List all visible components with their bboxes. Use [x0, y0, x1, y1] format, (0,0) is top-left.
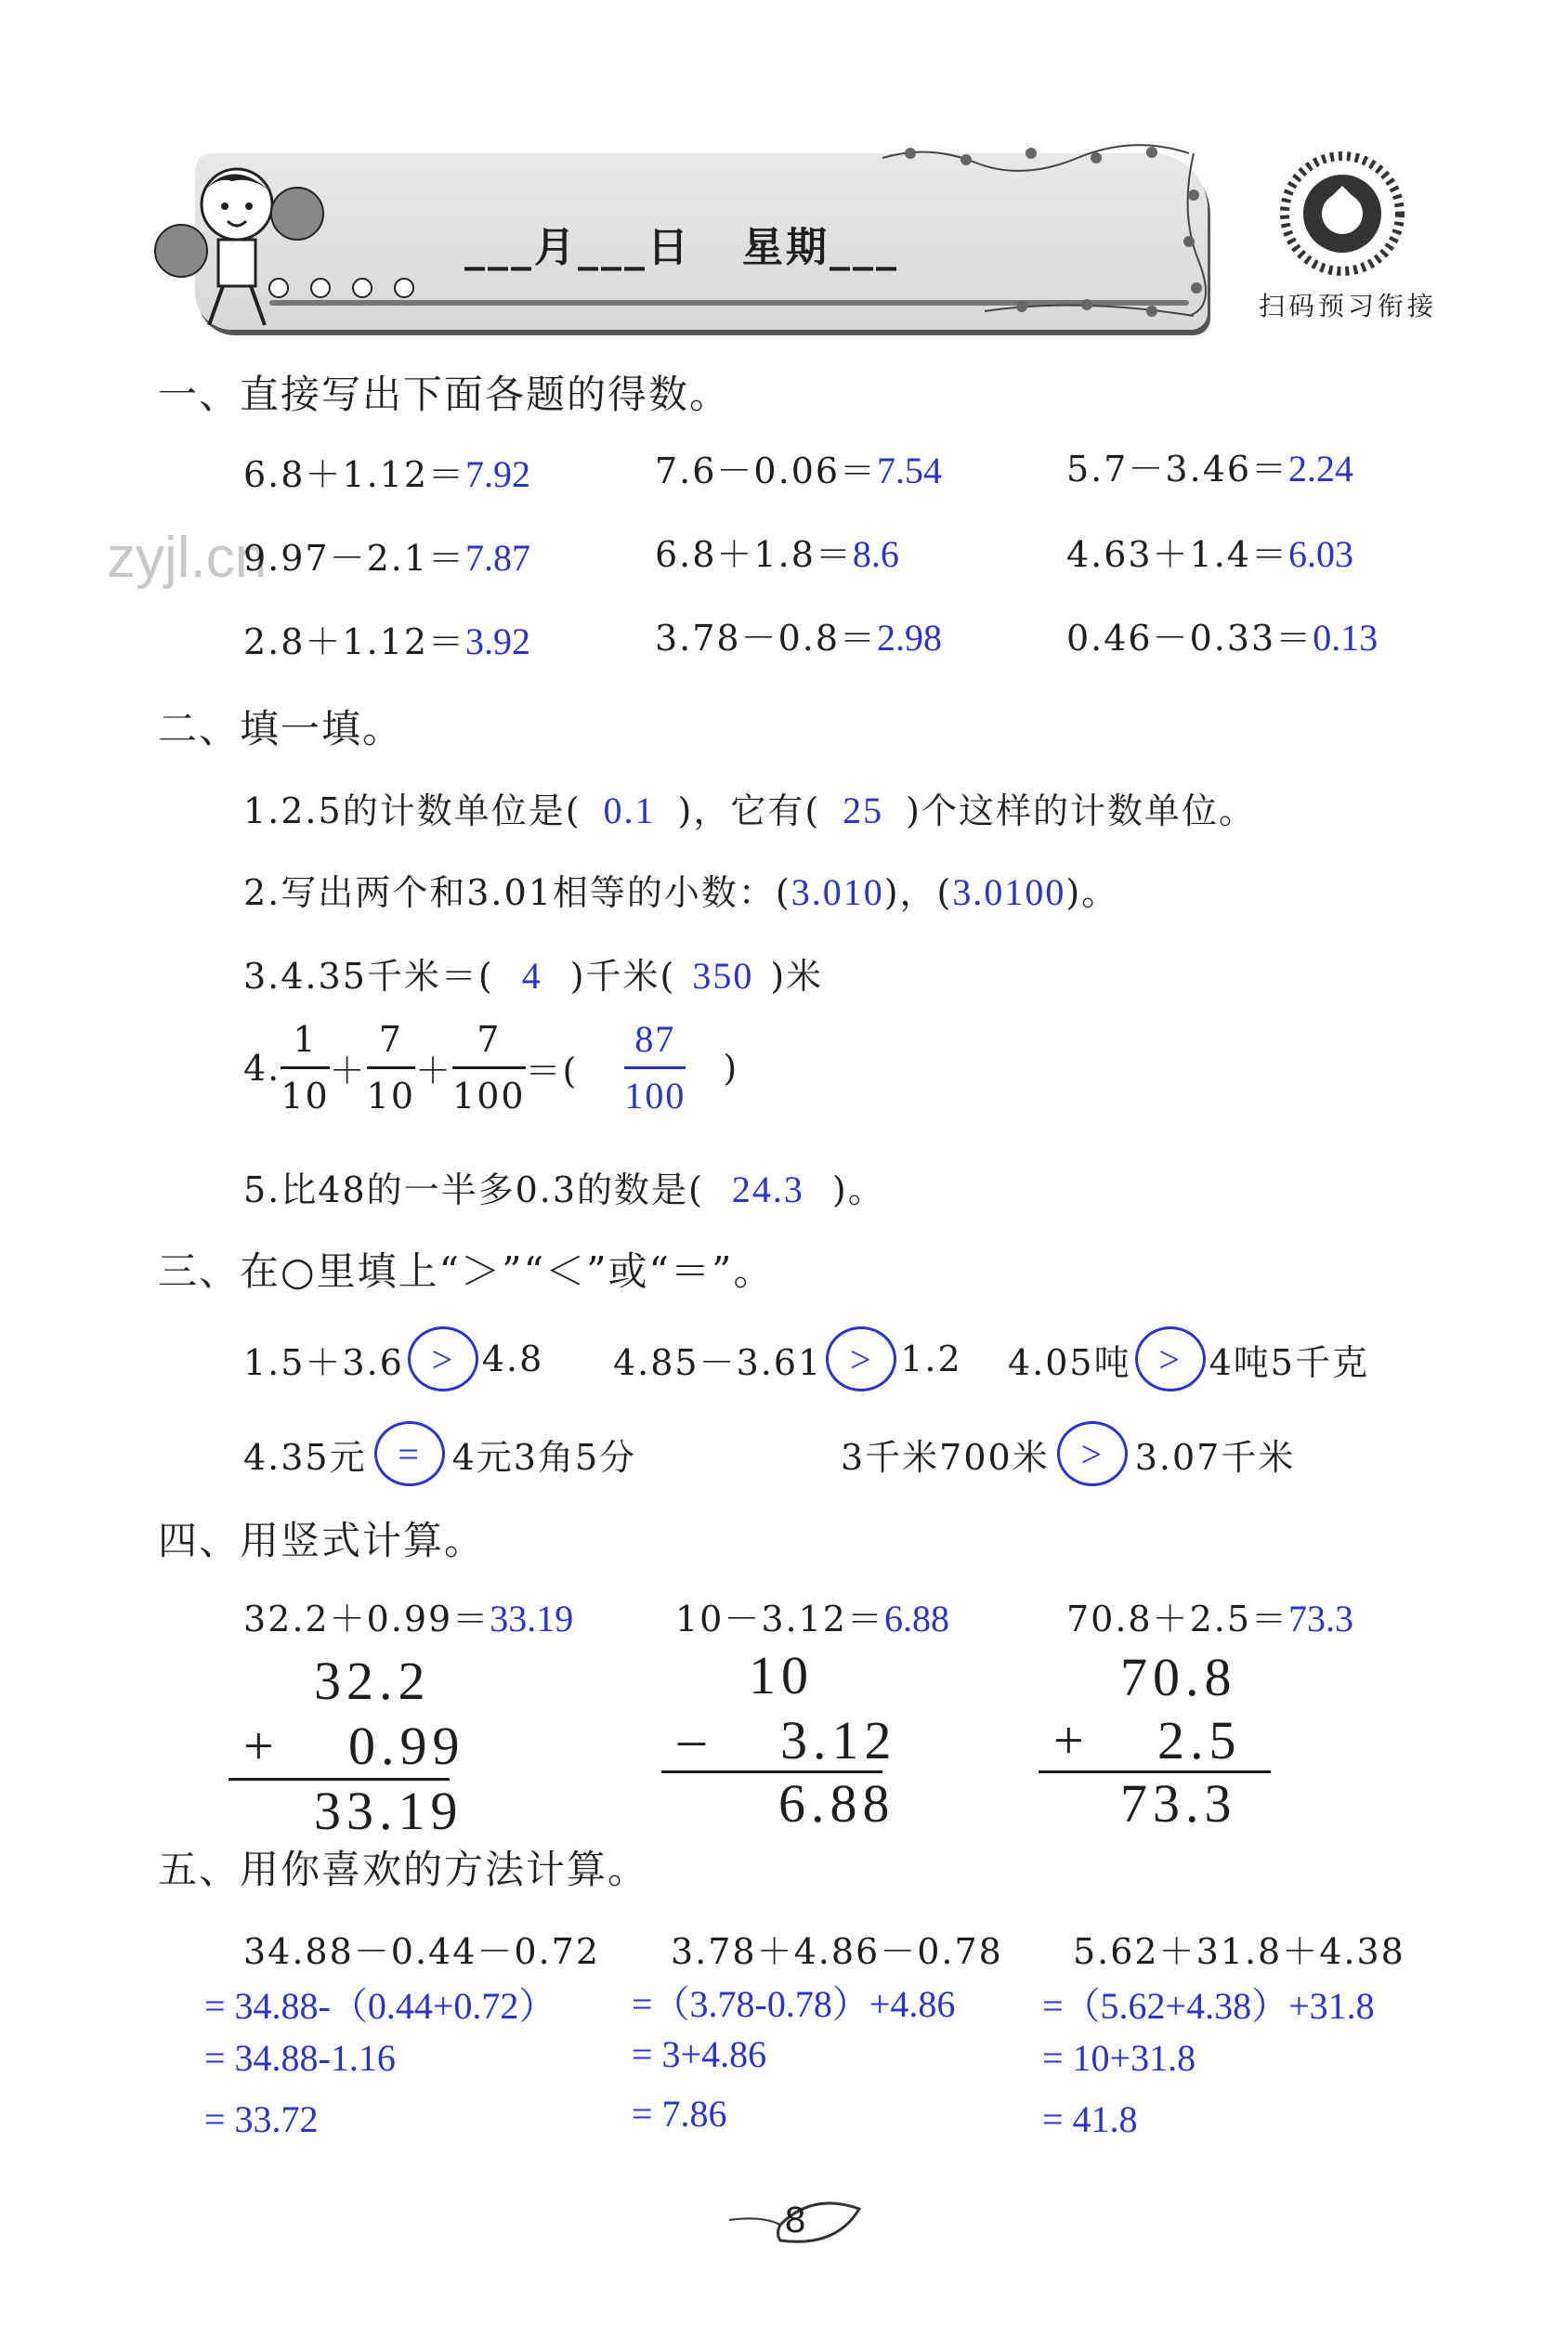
- qr-caption: 扫码预习衔接: [1259, 291, 1438, 321]
- vertical-result: 33.19: [314, 1781, 464, 1841]
- s1-item: 2.8＋1.12＝3.92: [243, 620, 531, 662]
- s4-equation: 10－3.12＝6.88: [675, 1598, 949, 1639]
- s1-item: 3.78－0.8＝2.98: [655, 617, 943, 659]
- flower-decoration-icon: [260, 269, 427, 316]
- s2-problem-4: 4. $\frac{1}{10}$ ＋ $\frac{7}{10}$ ＋ $\frac{7}{100}$ ＝( $\frac{87}{100}$ ): [243, 1012, 738, 1123]
- section5-title: 五、用你喜欢的方法计算。: [158, 1847, 649, 1892]
- fraction: $\frac{1}{10}$: [281, 1019, 330, 1117]
- s5-step: = 10+31.8: [1042, 2037, 1196, 2079]
- s2-problem-2: 2.写出两个和3.01相等的小数：(3.010)，(3.0100)。: [243, 871, 1119, 913]
- s1-item: 4.63＋1.4＝6.03: [1066, 533, 1354, 575]
- s3-compare-item: 1.5＋3.6 > 4.8: [243, 1326, 543, 1391]
- s4-equation: 32.2＋0.99＝33.19: [243, 1598, 574, 1639]
- s5-step: = 34.88-1.16: [204, 2037, 396, 2079]
- s5-problem: 34.88－0.44－0.72: [243, 1931, 601, 1972]
- s5-step: = 3+4.86: [632, 2033, 767, 2075]
- s5-step: =（3.78-0.78）+4.86: [632, 1983, 956, 2025]
- page-number: 8: [785, 2200, 806, 2240]
- section4-title: 四、用竖式计算。: [158, 1518, 486, 1563]
- fraction-answer: $\frac{87}{100}$: [624, 1018, 686, 1117]
- s2-problem-3: 3.4.35千米＝( 4 )千米( 350 )米: [243, 955, 824, 997]
- s3-compare-item: 4.05吨 > 4吨5千克: [1008, 1326, 1369, 1391]
- s2-problem-1: 1.2.5的计数单位是( 0.1 )，它有( 25 )个这样的计数单位。: [243, 790, 1256, 831]
- vertical-operator: +: [1053, 1710, 1090, 1770]
- s1-item: 0.46－0.33＝0.13: [1066, 617, 1379, 659]
- s3-compare-item: 3千米700米 > 3.07千米: [841, 1421, 1295, 1486]
- s5-step: = 7.86: [632, 2093, 727, 2135]
- vertical-result: 6.88: [778, 1773, 895, 1834]
- s1-item: 9.97－2.1＝7.87: [243, 537, 531, 579]
- vertical-operator: +: [243, 1716, 280, 1776]
- s3-compare-item: 4.85－3.61 > 1.2: [613, 1326, 962, 1391]
- s4-equation: 70.8＋2.5＝73.3: [1066, 1598, 1354, 1639]
- s3-compare-item: 4.35元 = 4元3角5分: [243, 1421, 636, 1486]
- s5-problem: 3.78＋4.86－0.78: [671, 1931, 1003, 1972]
- s1-item: 6.8＋1.8＝8.6: [655, 533, 899, 575]
- vertical-bottom: 0.99: [348, 1716, 465, 1776]
- watermark: zyjl.cn: [107, 526, 268, 590]
- vertical-operator: –: [678, 1708, 711, 1769]
- vertical-top: 10: [749, 1645, 814, 1705]
- s1-item: 6.8＋1.12＝7.92: [243, 453, 531, 495]
- s5-step: =（5.62+4.38）+31.8: [1042, 1985, 1375, 2027]
- s5-step: = 33.72: [204, 2098, 319, 2140]
- s1-item: 7.6－0.06＝7.54: [655, 450, 943, 491]
- section2-title: 二、填一填。: [158, 706, 404, 751]
- s2-problem-5: 5.比48的一半多0.3的数是( 24.3 )。: [243, 1169, 885, 1210]
- s5-step: = 34.88-（0.44+0.72）: [204, 1985, 556, 2027]
- vertical-bottom: 3.12: [780, 1710, 897, 1770]
- vertical-bottom: 2.5: [1157, 1710, 1242, 1770]
- qr-code-icon[interactable]: [1273, 149, 1412, 279]
- s5-step: = 41.8: [1042, 2098, 1138, 2140]
- date-line: ___月___日 星期___: [464, 224, 899, 271]
- s1-item: 5.7－3.46＝2.24: [1066, 448, 1354, 490]
- section3-title: 三、在○里填上“＞”“＜”或“＝”。: [158, 1248, 775, 1294]
- vertical-top: 70.8: [1120, 1647, 1237, 1707]
- fraction: $\frac{7}{10}$: [366, 1019, 415, 1117]
- vertical-top: 32.2: [314, 1651, 431, 1711]
- section1-title: 一、直接写出下面各题的得数。: [158, 372, 731, 417]
- fraction: $\frac{7}{100}$: [452, 1019, 526, 1117]
- vertical-result: 73.3: [1120, 1773, 1237, 1834]
- s5-problem: 5.62＋31.8＋4.38: [1073, 1931, 1405, 1972]
- floral-border-icon: [873, 139, 1217, 325]
